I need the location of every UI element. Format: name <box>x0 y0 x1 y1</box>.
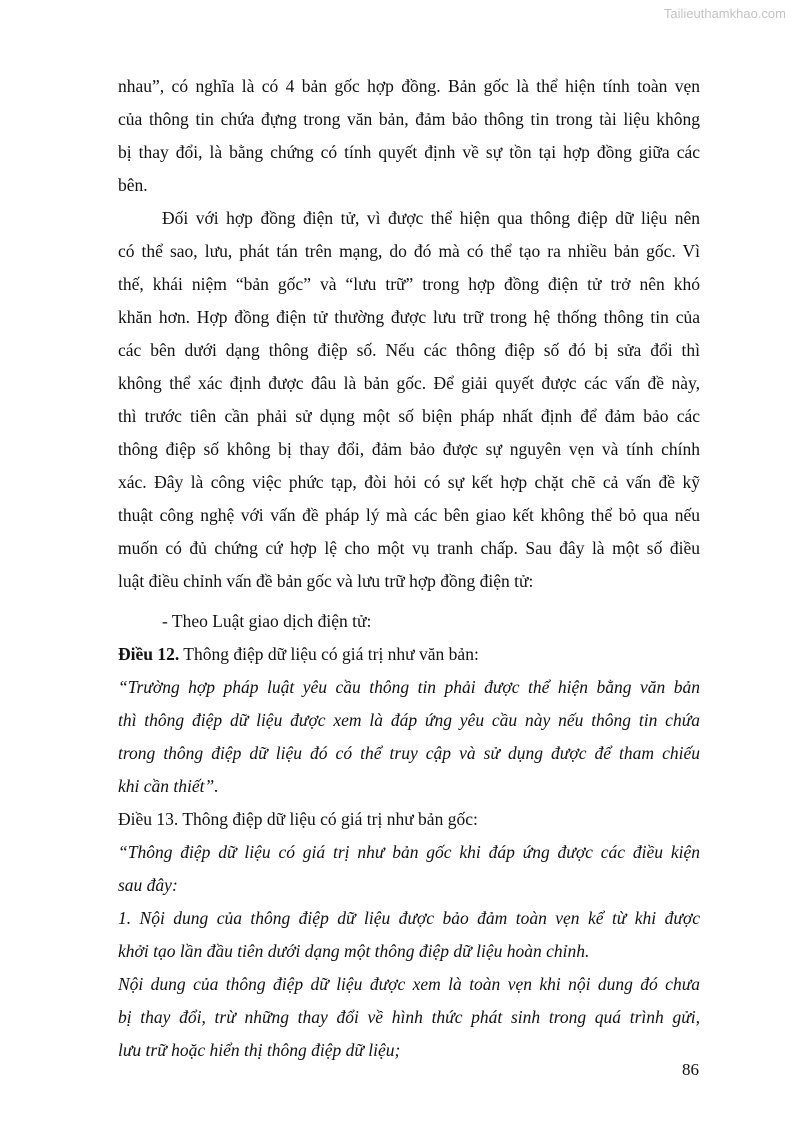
text-line: thì thông điệp dữ liệu được xem là đáp ứng yêu cầu này nếu thông tin chứa <box>118 710 700 730</box>
text-line: sau đây: <box>118 875 178 895</box>
page-number: 86 <box>682 1060 699 1079</box>
article-12-title: Thông điệp dữ liệu có giá trị như văn bản: <box>179 644 479 664</box>
document-page <box>118 70 700 1067</box>
text-line: bên. <box>118 175 148 195</box>
text-line: của thông tin chứa đựng trong văn bản, đảm bảo thông tin trong tài liệu không <box>118 109 700 129</box>
text-line: thế, khái niệm “bản gốc” và “lưu trữ” trong hợp đồng điện tử trở nên khó <box>118 274 700 294</box>
bullet-item: - Theo Luật giao dịch điện tử: <box>162 611 372 631</box>
text-line: các bên dưới dạng thông điệp số. Nếu các thông điệp số đó bị sửa đổi thì <box>118 340 700 360</box>
article-13-quote <box>118 836 700 1067</box>
text-line: bị thay đổi, trừ những thay đổi về hình thức phát sinh trong quá trình gửi, <box>118 1007 700 1027</box>
text-line: xác. Đây là công việc phức tạp, đòi hỏi có sự kết hợp chặt chẽ cả vấn đề kỹ <box>118 472 700 492</box>
text-line: khăn hơn. Hợp đồng điện tử thường được lưu trữ trong hệ thống thông tin của <box>118 307 700 327</box>
text-line: Đối với hợp đồng điện tử, vì được thể hiện qua thông điệp dữ liệu nên <box>162 208 700 228</box>
paragraph-2 <box>118 202 700 598</box>
watermark: Tailieuthamkhao.com <box>663 6 786 21</box>
text-line: nhau”, có nghĩa là có 4 bản gốc hợp đồng. Bản gốc là thể hiện tính toàn vẹn <box>118 76 700 96</box>
text-line: khởi tạo lần đầu tiên dưới dạng một thông điệp dữ liệu hoàn chỉnh. <box>118 941 590 961</box>
article-12-label: Điều 12. <box>118 644 180 664</box>
text-line: không thể xác định được đâu là bản gốc. Để giải quyết được các vấn đề này, <box>118 373 700 393</box>
paragraph-1 <box>118 70 700 202</box>
text-line: thì trước tiên cần phải sử dụng một số biện pháp nhất định để đảm bảo các <box>118 406 700 426</box>
text-line: “Thông điệp dữ liệu có giá trị như bản gốc khi đáp ứng được các điều kiện <box>118 842 700 862</box>
text-line: trong thông điệp dữ liệu đó có thể truy cập và sử dụng được để tham chiếu <box>118 743 700 763</box>
article-13-heading: Điều 13. Thông điệp dữ liệu có giá trị như bản gốc: <box>118 809 478 829</box>
text-line: Nội dung của thông điệp dữ liệu được xem là toàn vẹn khi nội dung đó chưa <box>118 974 700 994</box>
text-line: thuật công nghệ với vấn đề pháp lý mà các bên giao kết không thể bỏ qua nếu <box>118 505 700 525</box>
article-12-quote <box>118 671 700 803</box>
text-line: muốn có đủ chứng cứ hợp lệ cho một vụ tranh chấp. Sau đây là một số điều <box>118 538 700 558</box>
text-line: bị thay đổi, là bằng chứng có tính quyết định về sự tồn tại hợp đồng giữa các <box>118 142 700 162</box>
article-12-heading <box>118 638 700 671</box>
text-line: thông điệp số không bị thay đổi, đảm bảo được sự nguyên vẹn và tính chính <box>118 439 700 459</box>
text-line: có thể sao, lưu, phát tán trên mạng, do đó mà có thể tạo ra nhiều bản gốc. Vì <box>118 241 700 261</box>
text-line: “Trường hợp pháp luật yêu cầu thông tin phải được thể hiện bằng văn bản <box>118 677 700 697</box>
text-line: khi cần thiết”. <box>118 776 219 796</box>
text-line: 1. Nội dung của thông điệp dữ liệu được bảo đảm toàn vẹn kể từ khi được <box>118 908 700 928</box>
text-line: lưu trữ hoặc hiển thị thông điệp dữ liệu; <box>118 1040 401 1060</box>
text-line: luật điều chỉnh vấn đề bản gốc và lưu trữ hợp đồng điện tử: <box>118 571 534 591</box>
